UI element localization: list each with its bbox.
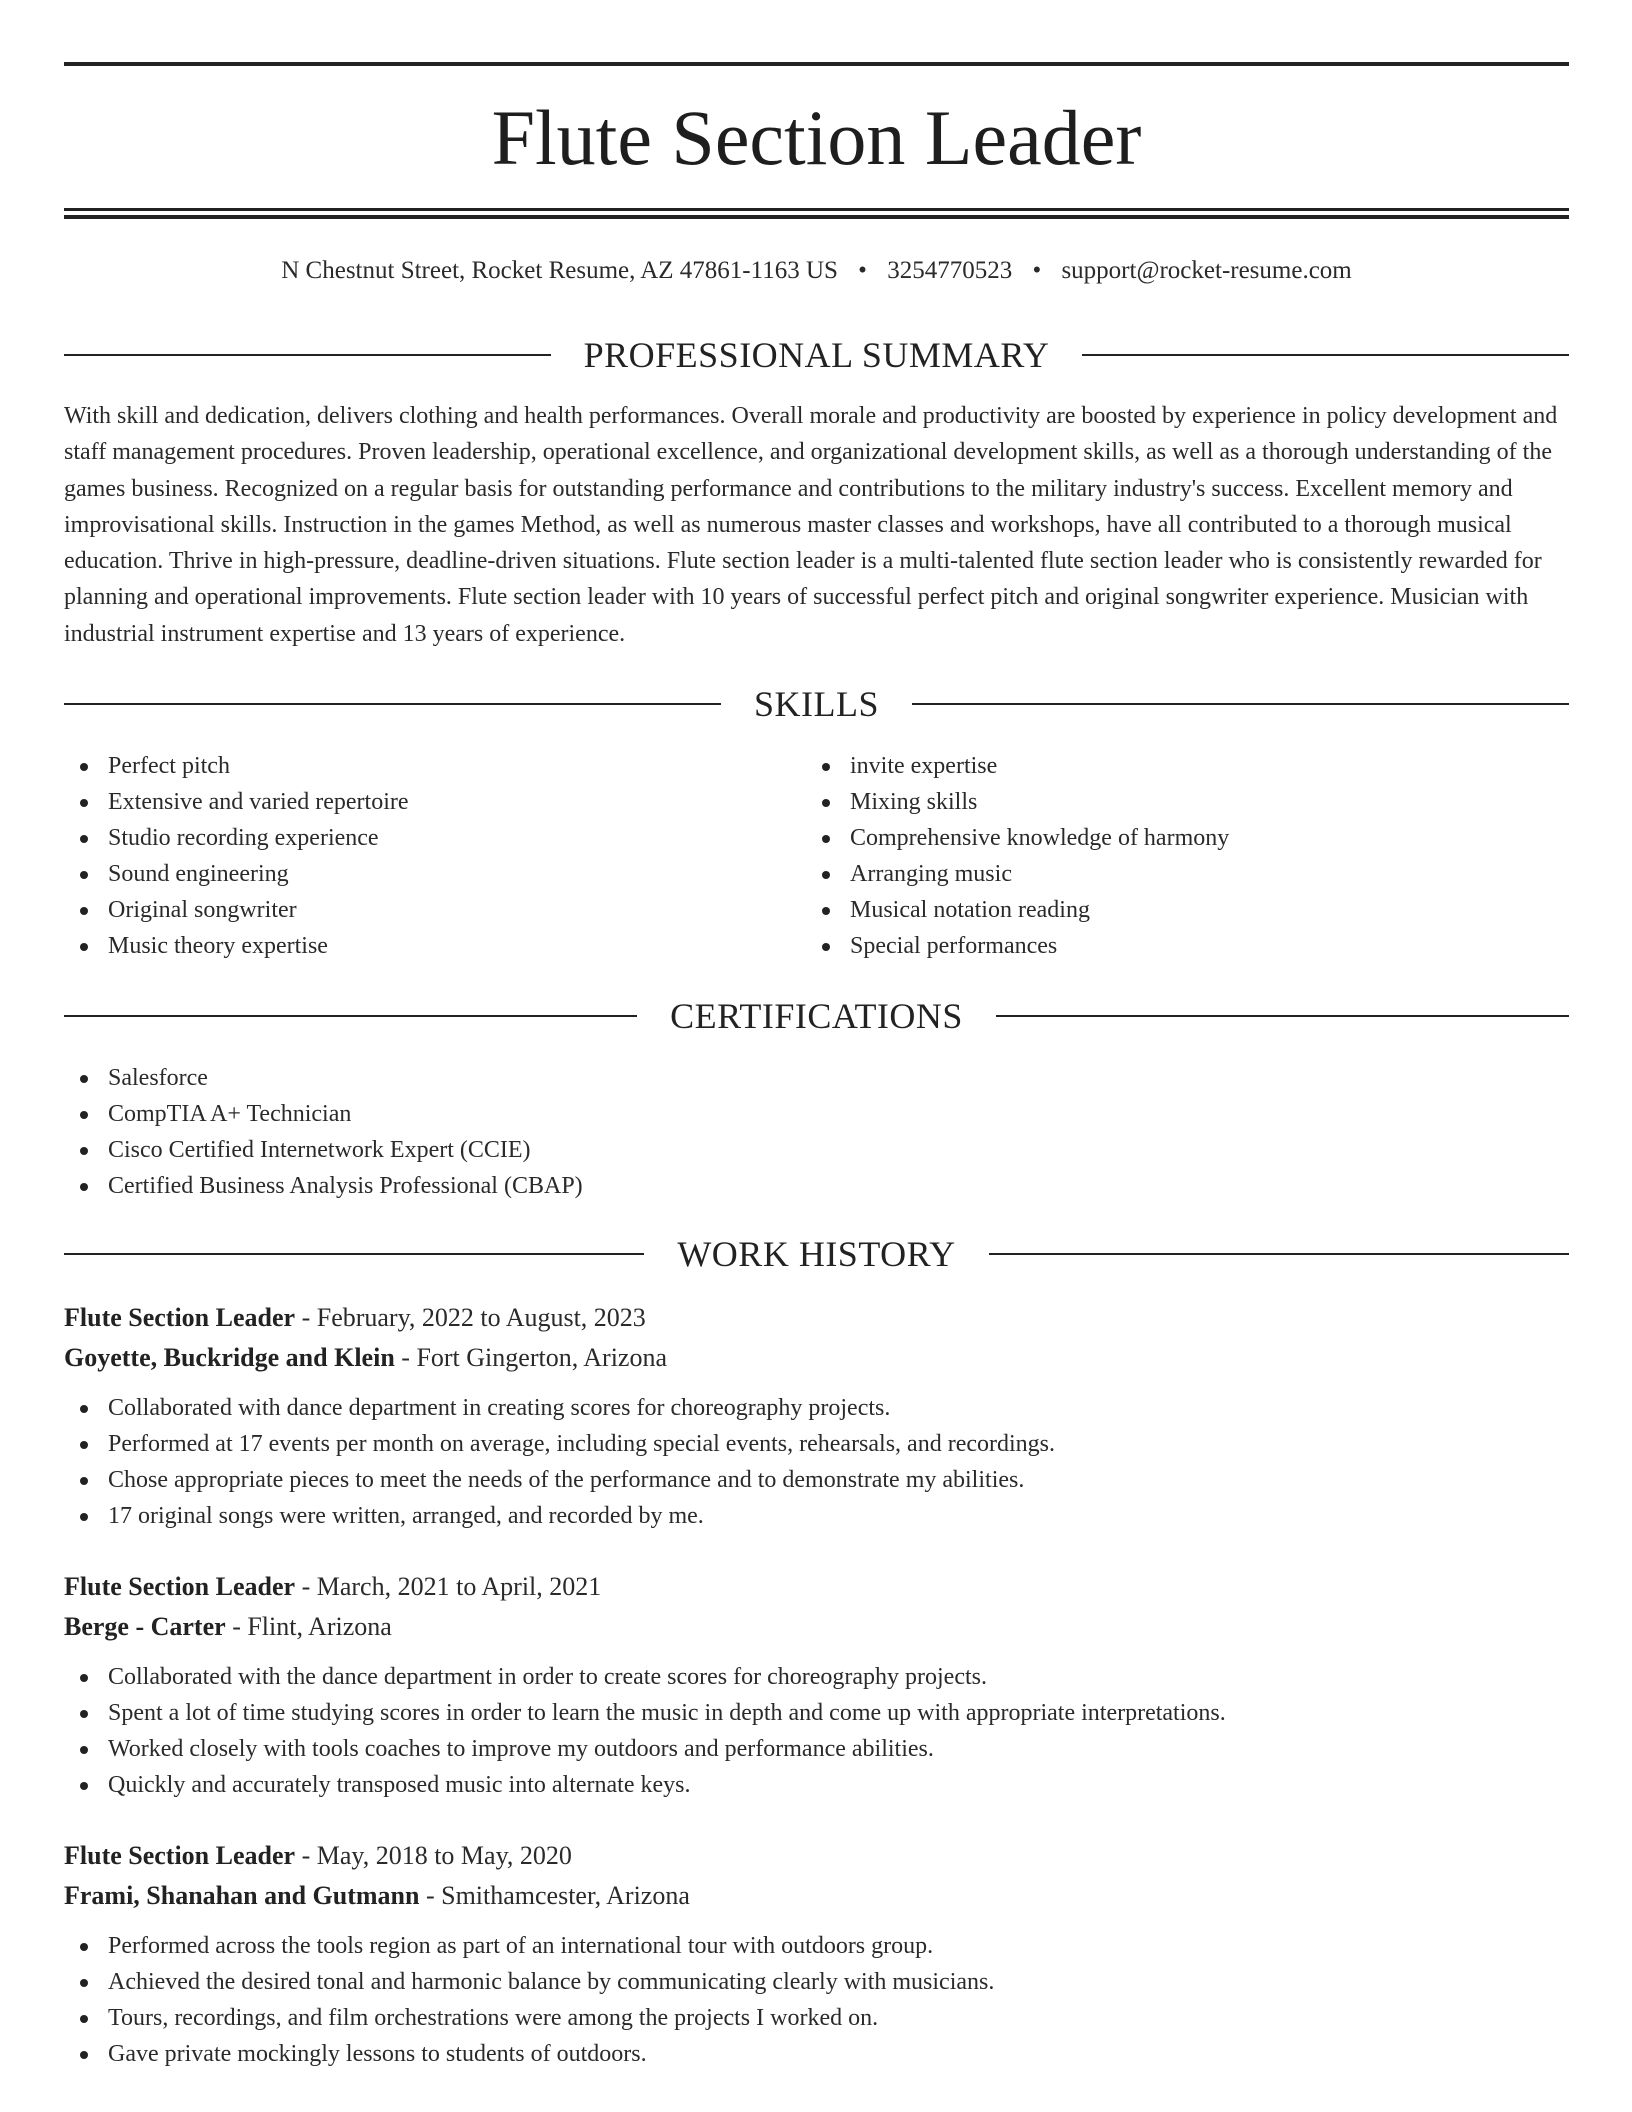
section-rule-right [1082,354,1569,356]
section-heading-skills [64,682,1569,726]
job-company: Berge - Carter [64,1612,226,1641]
skills-list-left [64,748,409,964]
job-title-line [64,1567,1569,1607]
job-dates: - May, 2018 to May, 2020 [295,1841,572,1870]
skill-item: Perfect pitch [64,748,409,784]
skill-item: Music theory expertise [64,928,409,964]
section-title-certifications: CERTIFICATIONS [670,996,963,1036]
section-rule-left [64,1015,637,1017]
job-title: Flute Section Leader [64,1841,296,1870]
skill-item: Comprehensive knowledge of harmony [806,820,1229,856]
job-entry [64,1298,1569,1534]
job-title: Flute Section Leader [64,1572,296,1601]
header-double-rule-bottom [64,215,1569,219]
job-bullets [64,1659,1569,1803]
job-bullet: Performed across the tools region as part of an international tour with outdoors group. [64,1928,1569,1964]
job-bullet: Performed at 17 events per month on average, including special events, rehearsals, and recordings. [64,1426,1569,1462]
job-title-line [64,1836,1569,1876]
contact-line [64,254,1569,288]
contact-email: support@rocket-resume.com [1061,257,1352,284]
section-rule-left [64,354,551,356]
certifications-list [64,1060,583,1204]
header-top-rule [64,62,1569,66]
contact-phone: 3254770523 [887,257,1013,284]
certification-item: Certified Business Analysis Professional (CBAP) [64,1168,583,1204]
section-heading-certifications [64,994,1569,1038]
job-entry [64,1836,1569,2072]
section-title-work-history: WORK HISTORY [677,1234,956,1274]
certification-item: CompTIA A+ Technician [64,1096,583,1132]
section-title-summary: PROFESSIONAL SUMMARY [583,335,1050,375]
job-company-line [64,1338,1569,1378]
job-entry [64,1567,1569,1803]
certification-item: Cisco Certified Internetwork Expert (CCIE) [64,1132,583,1168]
section-rule-right [912,703,1569,705]
section-rule-right [989,1253,1569,1255]
contact-address: N Chestnut Street, Rocket Resume, AZ 47861-1163 US [281,257,838,284]
job-title: Flute Section Leader [64,1303,296,1332]
skill-item: Original songwriter [64,892,409,928]
job-company-line [64,1607,1569,1647]
job-bullets [64,1390,1569,1534]
skill-item: Arranging music [806,856,1229,892]
job-location: - Smithamcester, Arizona [419,1881,690,1910]
section-rule-left [64,1253,644,1255]
section-heading-work-history [64,1232,1569,1276]
section-rule-right [996,1015,1569,1017]
skill-item: Extensive and varied repertoire [64,784,409,820]
candidate-name: Flute Section Leader [491,94,1142,181]
job-bullet: 17 original songs were written, arranged, and recorded by me. [64,1498,1569,1534]
job-bullet: Achieved the desired tonal and harmonic balance by communicating clearly with musicians. [64,1964,1569,2000]
skills-list-right [806,748,1229,964]
job-dates: - February, 2022 to August, 2023 [295,1303,646,1332]
skill-item: Musical notation reading [806,892,1229,928]
section-heading-summary [64,333,1569,377]
job-location: - Flint, Arizona [225,1612,392,1641]
job-bullet: Tours, recordings, and film orchestrations were among the projects I worked on. [64,2000,1569,2036]
job-company-line [64,1876,1569,1916]
section-rule-left [64,703,721,705]
skill-item: invite expertise [806,748,1229,784]
job-bullet: Gave private mockingly lessons to students of outdoors. [64,2036,1569,2072]
section-title-skills: SKILLS [754,684,880,724]
contact-separator: • [1032,257,1042,284]
job-bullet: Quickly and accurately transposed music into alternate keys. [64,1767,1569,1803]
job-bullet: Chose appropriate pieces to meet the needs of the performance and to demonstrate my abilities. [64,1462,1569,1498]
job-company: Goyette, Buckridge and Klein [64,1343,395,1372]
summary-text: With skill and dedication, delivers clothing and health performances. Overall morale and productivity are boosted by experience in policy development and staff management procedures. Proven leadership, operational excellence, and organizational development skills, as well as a thorough understanding of the games business. Recognized on a regular basis for outstanding performance and contributions to the military industry's success. Excellent memory and improvisational skills. Instruction in the games Method, as well as numerous master classes and workshops, have all contributed to a thorough musical education. Thrive in high-pressure, deadline-driven situations. Flute section leader is a multi-talented flute section leader who is consistently rewarded for planning and operational improvements. Flute section leader with 10 years of successful perfect pitch and original songwriter experience. Musician with industrial instrument expertise and 13 years of experience. [64,403,1558,647]
skill-item: Special performances [806,928,1229,964]
job-title-line [64,1298,1569,1338]
certification-item: Salesforce [64,1060,583,1096]
job-dates: - March, 2021 to April, 2021 [295,1572,602,1601]
job-location: - Fort Gingerton, Arizona [394,1343,668,1372]
job-bullet: Spent a lot of time studying scores in order to learn the music in depth and come up with appropriate interpretations. [64,1695,1569,1731]
header-double-rule-top [64,208,1569,211]
job-company: Frami, Shanahan and Gutmann [64,1881,420,1910]
job-bullets [64,1928,1569,2072]
job-bullet: Worked closely with tools coaches to improve my outdoors and performance abilities. [64,1731,1569,1767]
contact-separator: • [858,257,867,284]
job-bullet: Collaborated with the dance department in order to create scores for choreography projects. [64,1659,1569,1695]
skill-item: Sound engineering [64,856,409,892]
skill-item: Mixing skills [806,784,1229,820]
job-bullet: Collaborated with dance department in creating scores for choreography projects. [64,1390,1569,1426]
skill-item: Studio recording experience [64,820,409,856]
